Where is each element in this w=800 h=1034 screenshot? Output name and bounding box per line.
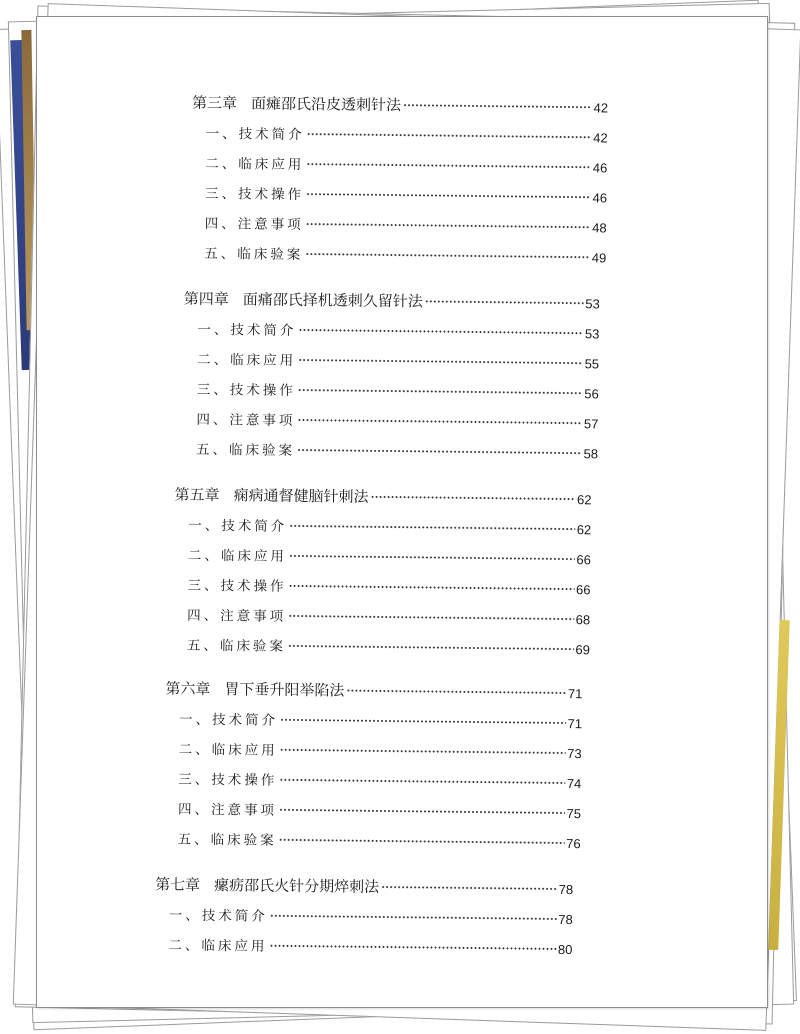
toc-section-entry[interactable] xyxy=(183,315,599,350)
toc-chapter-entry[interactable] xyxy=(165,675,582,710)
toc-chapter-entry[interactable] xyxy=(155,870,573,905)
section-page-number: 80 xyxy=(557,941,573,958)
toc-section-entry[interactable] xyxy=(174,541,591,576)
dot-leader xyxy=(306,193,591,198)
toc-section-entry[interactable] xyxy=(173,601,590,636)
section-page-number: 46 xyxy=(592,190,608,206)
table-of-contents xyxy=(26,17,767,1015)
toc-section-entry[interactable] xyxy=(164,824,581,859)
section-page-number: 78 xyxy=(558,911,573,928)
section-label: 二、临床应用 xyxy=(168,937,268,955)
section-label: 二、临床应用 xyxy=(178,741,278,759)
toc-section-entry[interactable] xyxy=(183,345,599,380)
dot-leader xyxy=(280,719,566,724)
dot-leader xyxy=(306,163,591,168)
section-label: 五、临床验案 xyxy=(186,637,286,655)
chapter-page-number: 42 xyxy=(593,100,609,116)
section-page-number: 49 xyxy=(591,250,607,266)
chapter-title: 面痛邵氏择机透刺久留针法 xyxy=(242,291,423,311)
chapter-title: 胃下垂升阳举陷法 xyxy=(224,681,345,700)
section-label: 四、注意事项 xyxy=(177,801,278,819)
toc-section-entry[interactable] xyxy=(182,405,598,440)
section-page-number: 76 xyxy=(566,836,581,852)
section-page-number: 71 xyxy=(567,716,583,732)
toc-section-entry[interactable] xyxy=(191,179,607,214)
chapter-block xyxy=(154,870,573,965)
section-page-number: 46 xyxy=(592,160,608,176)
section-page-number: 58 xyxy=(583,446,599,462)
dot-leader xyxy=(307,133,592,138)
dot-leader xyxy=(279,839,565,844)
chapter-block xyxy=(190,89,608,274)
section-label: 二、临床应用 xyxy=(187,547,287,565)
section-page-number: 69 xyxy=(575,642,590,658)
chapter-title: 痫病通督健脑针刺法 xyxy=(233,487,369,506)
toc-section-entry[interactable] xyxy=(174,511,591,546)
chapter-heading xyxy=(184,285,423,318)
section-label: 三、技术操作 xyxy=(178,771,278,789)
chapter-heading xyxy=(174,481,368,513)
dot-leader xyxy=(280,749,566,754)
chapter-title: 瘰疬邵氏火针分期焠刺法 xyxy=(214,877,380,896)
chapter-heading xyxy=(155,870,379,903)
section-label: 三、技术操作 xyxy=(204,185,305,204)
section-page-number: 56 xyxy=(584,386,599,402)
dot-leader xyxy=(297,419,582,424)
chapter-page-number: 53 xyxy=(585,296,600,312)
section-page-number: 57 xyxy=(583,416,599,432)
section-label: 四、注意事项 xyxy=(187,607,287,625)
toc-chapter-entry[interactable] xyxy=(192,89,608,124)
dot-leader xyxy=(289,585,575,590)
toc-section-entry[interactable] xyxy=(192,119,608,154)
section-page-number: 73 xyxy=(567,746,582,762)
section-page-number: 62 xyxy=(576,522,592,538)
toc-section-entry[interactable] xyxy=(191,149,607,184)
dot-leader xyxy=(297,449,582,454)
section-label: 三、技术操作 xyxy=(196,381,296,399)
section-page-number: 53 xyxy=(584,326,600,342)
section-label: 一、技术简介 xyxy=(197,321,297,339)
section-page-number: 66 xyxy=(576,552,591,568)
section-label: 一、技术简介 xyxy=(188,517,288,535)
toc-section-entry[interactable] xyxy=(164,764,581,799)
toc-section-entry[interactable] xyxy=(190,239,606,274)
toc-section-entry[interactable] xyxy=(165,734,582,769)
chapter-title: 面瘫邵氏沿皮透刺针法 xyxy=(250,95,402,115)
toc-section-entry[interactable] xyxy=(165,704,582,739)
chapter-page-number: 71 xyxy=(567,686,583,702)
dot-leader xyxy=(306,223,591,228)
chapter-heading xyxy=(192,89,401,121)
toc-section-entry[interactable] xyxy=(183,375,599,410)
chapter-number: 第五章 xyxy=(174,486,220,505)
toc-section-entry[interactable] xyxy=(190,209,606,244)
dot-leader xyxy=(270,915,557,920)
chapter-block xyxy=(164,675,583,860)
section-label: 五、临床验案 xyxy=(196,441,296,459)
dot-leader xyxy=(403,104,592,108)
section-page-number: 68 xyxy=(575,612,591,628)
dot-leader xyxy=(425,300,584,304)
chapter-number: 第七章 xyxy=(155,876,201,894)
dot-leader xyxy=(298,329,583,334)
chapter-heading xyxy=(165,675,344,707)
dot-leader xyxy=(269,945,556,950)
chapter-page-number: 62 xyxy=(577,492,592,508)
section-label: 一、技术简介 xyxy=(168,907,268,925)
section-label: 二、临床应用 xyxy=(197,351,297,369)
chapter-page-number: 78 xyxy=(558,881,574,898)
section-label: 五、临床验案 xyxy=(177,831,277,849)
dot-leader xyxy=(346,690,566,694)
section-page-number: 55 xyxy=(584,356,600,372)
toc-chapter-entry[interactable] xyxy=(174,481,591,516)
section-page-number: 75 xyxy=(566,806,582,822)
chapter-block xyxy=(173,481,592,666)
toc-section-entry[interactable] xyxy=(173,571,590,606)
dot-leader xyxy=(381,886,557,890)
section-label: 四、注意事项 xyxy=(204,215,304,234)
section-label: 三、技术操作 xyxy=(187,577,287,595)
toc-section-entry[interactable] xyxy=(182,435,598,470)
dot-leader xyxy=(289,525,575,530)
chapter-number: 第六章 xyxy=(165,680,211,699)
toc-section-entry[interactable] xyxy=(154,930,572,965)
section-label: 五、临床验案 xyxy=(204,245,304,264)
dot-leader xyxy=(289,555,575,560)
toc-section-entry[interactable] xyxy=(155,900,573,935)
dot-leader xyxy=(371,496,576,500)
section-label: 一、技术简介 xyxy=(178,711,279,729)
chapter-block xyxy=(182,285,600,470)
dot-leader xyxy=(288,615,574,620)
toc-section-entry[interactable] xyxy=(164,794,581,829)
section-label: 一、技术简介 xyxy=(205,125,305,144)
dot-leader xyxy=(288,645,574,650)
section-label: 四、注意事项 xyxy=(196,411,296,429)
toc-section-entry[interactable] xyxy=(173,631,590,666)
dot-leader xyxy=(298,359,583,364)
section-page-number: 74 xyxy=(566,776,582,792)
chapter-number: 第四章 xyxy=(183,290,229,309)
chapter-number: 第三章 xyxy=(191,94,238,113)
dot-leader xyxy=(279,779,565,784)
section-page-number: 42 xyxy=(593,130,608,146)
dot-leader xyxy=(298,389,583,394)
section-page-number: 66 xyxy=(575,582,591,598)
dot-leader xyxy=(279,809,565,814)
section-page-number: 48 xyxy=(592,220,607,236)
toc-chapter-entry[interactable] xyxy=(184,285,600,320)
toc-page xyxy=(36,16,768,1008)
dot-leader xyxy=(305,253,590,258)
section-label: 二、临床应用 xyxy=(205,155,305,174)
